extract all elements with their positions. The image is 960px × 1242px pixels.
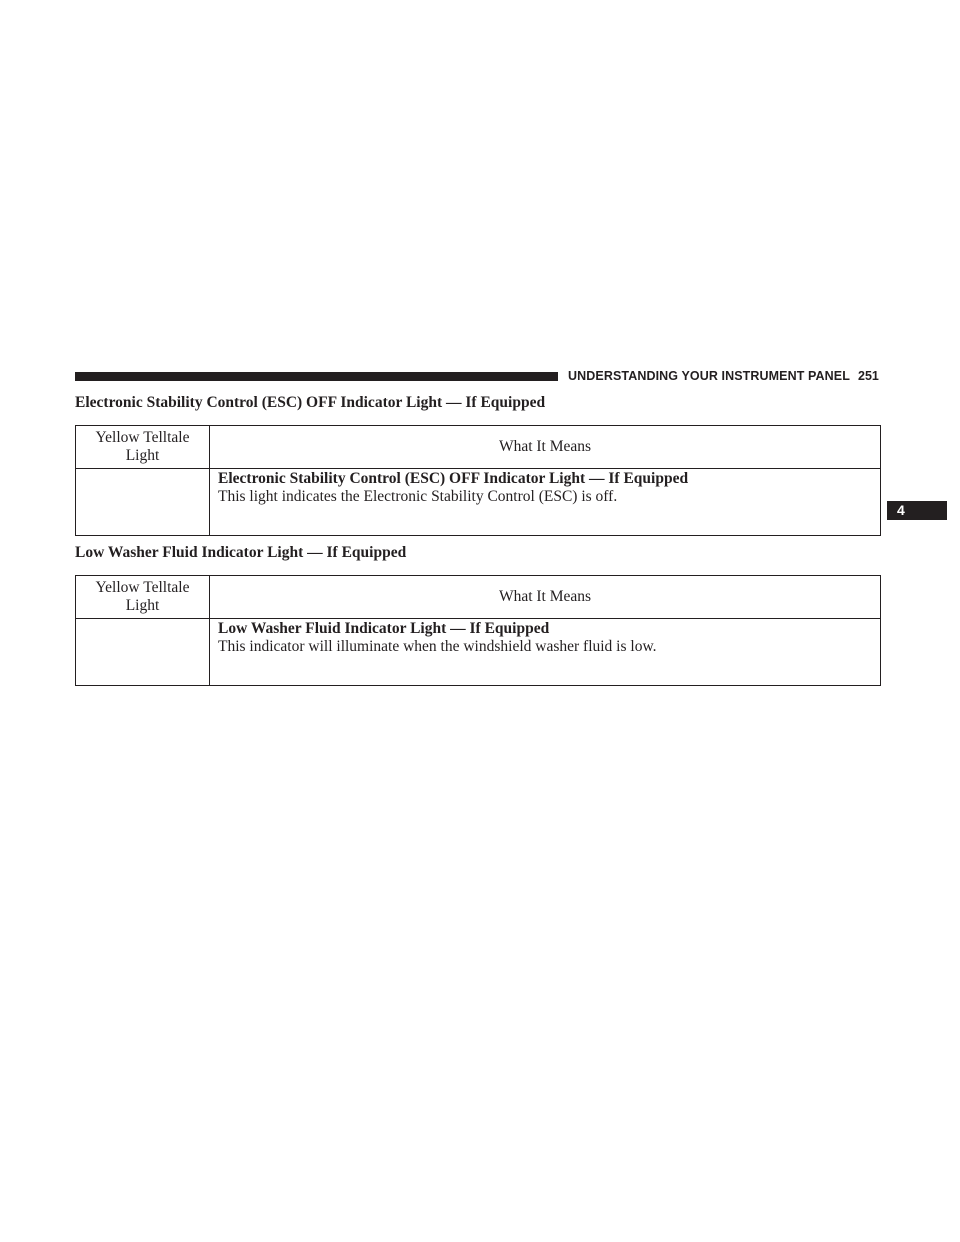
column-header-telltale	[76, 426, 210, 469]
column-header-meaning: What It Means	[210, 426, 881, 469]
section-heading-low-washer-fluid: Low Washer Fluid Indicator Light — If Equipped	[75, 544, 407, 561]
header-rule-bar	[75, 372, 558, 381]
telltale-icon-cell	[76, 469, 210, 536]
column-header-line: Yellow Telltale	[95, 429, 190, 446]
running-header-title: UNDERSTANDING YOUR INSTRUMENT PANEL	[568, 369, 850, 383]
section-heading-esc-off: Electronic Stability Control (ESC) OFF Indicator Light — If Equipped	[75, 394, 546, 411]
telltale-table-low-washer-fluid	[75, 575, 881, 686]
column-header-telltale	[76, 576, 210, 619]
chapter-tab: 4	[887, 501, 947, 520]
meaning-cell	[210, 469, 881, 536]
entry-title: Low Washer Fluid Indicator Light — If Equipped	[218, 620, 550, 637]
page-number: 251	[858, 369, 879, 383]
column-header-line: Light	[125, 597, 160, 614]
column-header-line: Yellow Telltale	[95, 579, 190, 596]
meaning-cell	[210, 619, 881, 686]
table-header-row	[76, 576, 881, 619]
table-row	[76, 619, 881, 686]
column-header-line: Light	[125, 447, 160, 464]
entry-text: This indicator will illuminate when the windshield washer fluid is low.	[218, 638, 657, 655]
column-header-meaning: What It Means	[210, 576, 881, 619]
table-row	[76, 469, 881, 536]
telltale-icon-cell	[76, 619, 210, 686]
table-header-row	[76, 426, 881, 469]
entry-text: This light indicates the Electronic Stability Control (ESC) is off.	[218, 488, 618, 505]
entry-title: Electronic Stability Control (ESC) OFF Indicator Light — If Equipped	[218, 470, 689, 487]
telltale-table-esc-off	[75, 425, 881, 536]
